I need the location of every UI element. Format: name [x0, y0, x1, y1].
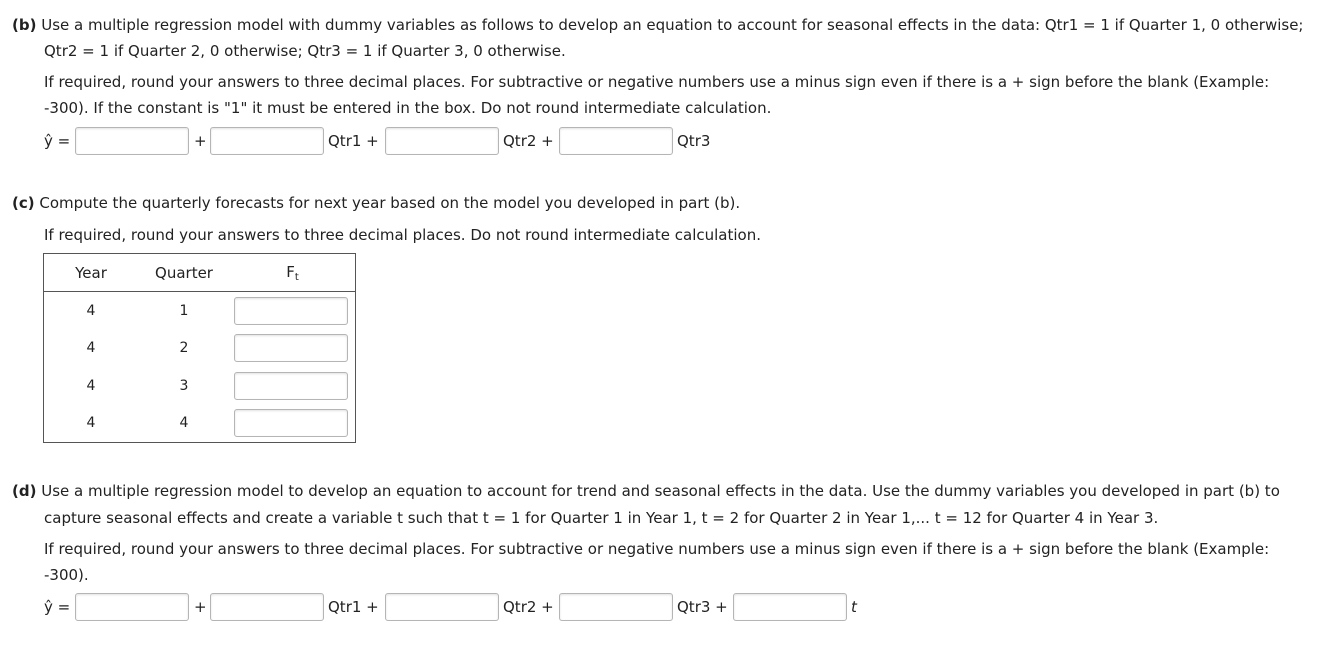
year-column-header: Year — [44, 254, 139, 292]
part-b-line1 — [12, 16, 1303, 34]
qtr2-term: Qtr2 + — [503, 132, 554, 150]
quarter-cell: 1 — [179, 302, 189, 319]
forecast-q3-input[interactable] — [234, 372, 348, 400]
part-d-line1 — [12, 482, 1280, 500]
forecast-q1-input[interactable] — [234, 297, 348, 325]
part-b-constant-input[interactable] — [75, 127, 189, 155]
forecast-q4-input[interactable] — [234, 409, 348, 437]
qtr1-term: Qtr1 + — [328, 598, 379, 616]
part-b-instruction-1: If required, round your answers to three decimal places. For subtractive or negative numbers use a minus sign even if there is a + sign before the blank (Example: — [44, 73, 1270, 91]
part-d-text1: Use a multiple regression model to develop an equation to account for trend and seasonal effects in the data. Use the dummy variables you developed in part (b) to — [41, 482, 1280, 500]
qtr1-term: Qtr1 + — [328, 132, 379, 150]
plus-sign: + — [194, 132, 207, 150]
year-cell: 4 — [86, 302, 96, 319]
qtr3-term: Qtr3 — [677, 132, 711, 150]
part-d-instruction-2: -300). — [44, 566, 89, 584]
part-b-label: (b) — [12, 16, 37, 34]
table-row — [44, 405, 356, 443]
part-b-text1: Use a multiple regression model with dummy variables as follows to develop an equation to account for seasonal effects in the data: Qtr1 = 1 if Quarter 1, 0 otherwise; — [41, 16, 1304, 34]
part-d-text2: capture seasonal effects and create a variable t such that t = 1 for Quarter 1 in Year 1, t = 2 for Quarter 2 in Year 1,... t = 12 for Quarter 4 in Year 3. — [44, 509, 1159, 527]
part-d-t-coef-input[interactable] — [733, 593, 847, 621]
part-c-label: (c) — [12, 194, 35, 212]
forecast-cell — [230, 292, 356, 330]
quarter-cell: 3 — [179, 377, 189, 394]
year-cell: 4 — [86, 415, 96, 432]
quarter-cell: 2 — [179, 340, 189, 357]
part-b-qtr2-coef-input[interactable] — [385, 127, 499, 155]
part-d-qtr1-coef-input[interactable] — [210, 593, 324, 621]
part-b-qtr3-coef-input[interactable] — [559, 127, 673, 155]
forecast-table-header — [44, 254, 356, 292]
quarter-cell: 4 — [179, 415, 189, 432]
year-cell: 4 — [86, 377, 96, 394]
y-hat-label: ŷ = — [44, 132, 71, 150]
table-row — [44, 330, 356, 368]
ft-subscript: t — [294, 271, 299, 283]
part-d-label: (d) — [12, 482, 37, 500]
part-d-qtr3-coef-input[interactable] — [559, 593, 673, 621]
ft-main: F — [286, 262, 295, 281]
ft-column-header — [230, 254, 356, 292]
forecast-q2-input[interactable] — [234, 334, 348, 362]
part-b-qtr1-coef-input[interactable] — [210, 127, 324, 155]
part-c-instruction: If required, round your answers to three decimal places. Do not round intermediate calculation. — [44, 226, 761, 244]
part-c-line1 — [12, 194, 740, 212]
part-b-instruction-2: -300). If the constant is "1" it must be entered in the box. Do not round intermediate calculation. — [44, 99, 772, 117]
forecast-cell — [230, 405, 356, 443]
part-b-text2: Qtr2 = 1 if Quarter 2, 0 otherwise; Qtr3 = 1 if Quarter 3, 0 otherwise. — [44, 42, 566, 60]
forecast-cell — [230, 330, 356, 368]
year-cell: 4 — [86, 340, 96, 357]
part-d-qtr2-coef-input[interactable] — [385, 593, 499, 621]
qtr3-term: Qtr3 + — [677, 598, 728, 616]
y-hat-label: ŷ = — [44, 598, 71, 616]
quarter-column-header: Quarter — [138, 254, 230, 292]
forecast-table — [43, 253, 356, 443]
plus-sign: + — [194, 598, 207, 616]
qtr2-term: Qtr2 + — [503, 598, 554, 616]
t-term: t — [851, 598, 857, 616]
table-row — [44, 292, 356, 330]
part-d-instruction-1: If required, round your answers to three decimal places. For subtractive or negative numbers use a minus sign even if there is a + sign before the blank (Example: — [44, 540, 1270, 558]
table-row — [44, 367, 356, 405]
part-d-constant-input[interactable] — [75, 593, 189, 621]
part-c-text1: Compute the quarterly forecasts for next year based on the model you developed in part (b). — [39, 194, 741, 212]
forecast-cell — [230, 367, 356, 405]
